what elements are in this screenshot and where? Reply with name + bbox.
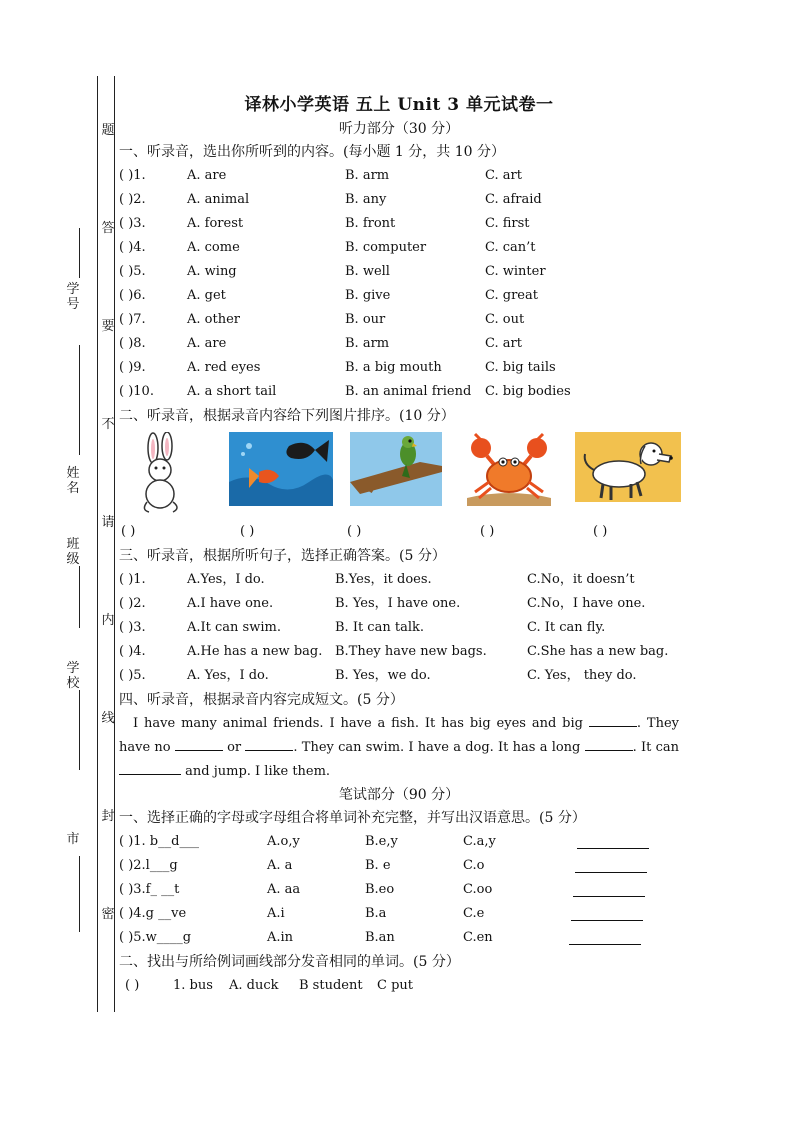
written-header: 笔试部分（90 分）	[338, 787, 460, 803]
passage-text: I have many animal friends. I have a fish. It has big eyes and big	[133, 716, 589, 731]
answer-paren[interactable]: ( )5.	[119, 668, 146, 683]
option-a[interactable]: A. forest	[187, 216, 244, 231]
seal-char: 不	[101, 417, 115, 432]
option-b[interactable]: B. a big mouth	[345, 360, 442, 375]
answer-paren[interactable]: ( )4.	[119, 240, 146, 255]
option-c[interactable]: C.No，it doesn’t	[527, 572, 635, 587]
question-row	[119, 640, 679, 664]
question-row	[119, 164, 679, 188]
page-title: 译林小学英语 五上 Unit 3 单元试卷一	[244, 95, 554, 115]
option-b[interactable]: B student	[299, 978, 363, 993]
option-b[interactable]: B. our	[345, 312, 386, 327]
option-c[interactable]: C. can’t	[485, 240, 536, 255]
part1-heading: 一、听录音，选出你所听到的内容。(每小题 1 分，共 10 分）	[119, 144, 505, 160]
answer-paren[interactable]: ( )2.	[119, 192, 146, 207]
option-a[interactable]: A.It can swim.	[187, 620, 281, 635]
passage-text: . It can	[632, 740, 680, 755]
school-field[interactable]	[79, 690, 80, 770]
class-label: 班级	[66, 537, 80, 567]
meaning-blank[interactable]	[571, 906, 643, 921]
answer-paren[interactable]: ( )4.	[119, 644, 146, 659]
seal-char: 内	[101, 613, 115, 628]
picture-answer-slot[interactable]: ( )	[593, 524, 608, 539]
option-c[interactable]: C.o	[463, 858, 485, 873]
option-c[interactable]: C. afraid	[485, 192, 542, 207]
blank-field[interactable]	[589, 712, 637, 727]
picture-answers	[119, 520, 679, 544]
blank-field[interactable]	[175, 736, 223, 751]
question-row	[119, 616, 679, 640]
name-field[interactable]	[79, 345, 80, 455]
option-b[interactable]: B. e	[365, 858, 391, 873]
question-row	[119, 380, 679, 404]
meaning-blank[interactable]	[569, 930, 641, 945]
option-b[interactable]: B. give	[345, 288, 391, 303]
answer-paren[interactable]: ( )3.	[119, 620, 146, 635]
option-c[interactable]: C. great	[485, 288, 538, 303]
option-a[interactable]: A. duck	[229, 978, 279, 993]
option-b[interactable]: B.e,y	[365, 834, 398, 849]
answer-paren[interactable]: ( )6.	[119, 288, 146, 303]
answer-paren[interactable]: ( )2.	[119, 596, 146, 611]
seal-char: 密	[101, 907, 115, 922]
passage-text: . They have no	[119, 716, 679, 755]
meaning-blank[interactable]	[573, 882, 645, 897]
binding-line-inner	[114, 76, 115, 1012]
answer-paren[interactable]: ( )1. b__d___	[119, 834, 199, 849]
question-row	[119, 188, 679, 212]
crab-picture	[467, 432, 551, 506]
option-a[interactable]: A.I have one.	[187, 596, 274, 611]
seal-char: 封	[101, 809, 115, 824]
option-b[interactable]: B. any	[345, 192, 387, 207]
city-label: 市	[66, 832, 80, 847]
option-c[interactable]: C. big tails	[485, 360, 556, 375]
option-a[interactable]: A. get	[187, 288, 226, 303]
goldfish-picture	[229, 432, 333, 506]
question-row	[119, 592, 679, 616]
answer-paren[interactable]: ( )3.	[119, 216, 146, 231]
seal-char: 答	[101, 221, 115, 236]
binding-line-outer	[97, 76, 98, 1012]
option-b[interactable]: B. arm	[345, 336, 390, 351]
option-b[interactable]: B. It can talk.	[335, 620, 424, 635]
question-row	[119, 308, 679, 332]
option-c[interactable]: C.oo	[463, 882, 493, 897]
option-a[interactable]: A. come	[187, 240, 240, 255]
option-c[interactable]: C.No，I have one.	[527, 596, 646, 611]
option-c[interactable]: C. winter	[485, 264, 546, 279]
option-c[interactable]: C. art	[485, 336, 522, 351]
option-c[interactable]: C. out	[485, 312, 525, 327]
question-row	[119, 212, 679, 236]
listening-header: 听力部分（30 分）	[338, 121, 460, 137]
picture-answer-slot[interactable]: ( )	[240, 524, 255, 539]
passage-text: or	[222, 740, 246, 755]
question-row	[119, 664, 679, 688]
answer-paren[interactable]: ( )5.w____g	[119, 930, 192, 945]
option-c[interactable]: C.She has a new bag.	[527, 644, 669, 659]
part4-heading: 四、听录音，根据录音内容完成短文。(5 分）	[119, 692, 404, 708]
question-row	[119, 356, 679, 380]
option-b[interactable]: B. an animal friend	[345, 384, 472, 399]
meaning-blank[interactable]	[575, 858, 647, 873]
question-row	[119, 854, 679, 878]
answer-paren[interactable]: ( )3.f_ __t	[119, 882, 180, 897]
answer-paren[interactable]: ( )1.	[119, 572, 146, 587]
answer-paren[interactable]: ( )4.g __ve	[119, 906, 187, 921]
option-a[interactable]: A. Yes，I do.	[187, 668, 269, 683]
written1-heading: 一、选择正确的字母或字母组合将单词补充完整，并写出汉语意思。(5 分）	[119, 810, 586, 826]
question-row	[119, 926, 679, 950]
option-a[interactable]: A. animal	[187, 192, 250, 207]
option-c[interactable]: C. first	[485, 216, 530, 231]
option-c[interactable]: C.e	[463, 906, 485, 921]
option-b[interactable]: B. well	[345, 264, 390, 279]
option-a[interactable]: A.He has a new bag.	[187, 644, 323, 659]
meaning-blank[interactable]	[577, 834, 649, 849]
option-b[interactable]: B. computer	[345, 240, 427, 255]
answer-paren[interactable]: ( )7.	[119, 312, 146, 327]
answer-paren[interactable]: ( )1.	[119, 168, 146, 183]
school-label: 学校	[66, 661, 80, 691]
question-word: 1. bus	[173, 978, 213, 993]
picture-row	[119, 428, 679, 520]
answer-paren[interactable]: ( )9.	[119, 360, 146, 375]
passage-text: . They can swim. I have a dog. It has a long	[293, 740, 585, 755]
picture-answer-slot[interactable]: ( )	[121, 524, 136, 539]
option-c[interactable]: C. It can fly.	[527, 620, 606, 635]
seal-char: 请	[101, 515, 115, 530]
option-c[interactable]: C. Yes， they do.	[527, 668, 637, 683]
student-no-field[interactable]	[79, 228, 80, 278]
question-row	[119, 568, 679, 592]
option-a[interactable]: A. a	[267, 858, 293, 873]
option-c[interactable]: C.a,y	[463, 834, 496, 849]
part2-heading: 二、听录音，根据录音内容给下列图片排序。(10 分）	[119, 408, 455, 424]
option-a[interactable]: A. red eyes	[187, 360, 261, 375]
part3-heading: 三、听录音，根据所听句子，选择正确答案。(5 分）	[119, 548, 446, 564]
option-c[interactable]: C. big bodies	[485, 384, 571, 399]
answer-paren[interactable]: ( )5.	[119, 264, 146, 279]
answer-paren[interactable]: ( )	[125, 978, 140, 993]
seal-char: 线	[101, 711, 115, 726]
option-b[interactable]: B.eo	[365, 882, 395, 897]
answer-paren[interactable]: ( )10.	[119, 384, 154, 399]
question-row	[119, 974, 679, 998]
option-a[interactable]: A. are	[187, 336, 227, 351]
exam-content	[119, 92, 679, 998]
blank-field[interactable]	[245, 736, 293, 751]
option-a[interactable]: A.i	[267, 906, 285, 921]
blank-field[interactable]	[585, 736, 633, 751]
name-label: 姓名	[66, 466, 80, 496]
option-b[interactable]: B.Yes，it does.	[335, 572, 432, 587]
option-a[interactable]: A.Yes，I do.	[187, 572, 265, 587]
rabbit-picture	[133, 432, 189, 514]
option-b[interactable]: B. Yes，I have one.	[335, 596, 461, 611]
picture-answer-slot[interactable]: ( )	[480, 524, 495, 539]
option-b[interactable]: B.a	[365, 906, 387, 921]
question-row	[119, 878, 679, 902]
class-field[interactable]	[79, 566, 80, 628]
cloze-passage	[119, 712, 679, 784]
option-c[interactable]: C.en	[463, 930, 493, 945]
written2-heading: 二、找出与所给例词画线部分发音相同的单词。(5 分）	[119, 954, 460, 970]
picture-answer-slot[interactable]: ( )	[347, 524, 362, 539]
answer-paren[interactable]: ( )8.	[119, 336, 146, 351]
option-b[interactable]: B. front	[345, 216, 396, 231]
option-a[interactable]: A. are	[187, 168, 227, 183]
option-a[interactable]: A.in	[267, 930, 294, 945]
option-a[interactable]: A. aa	[267, 882, 301, 897]
option-a[interactable]: A. a short tail	[187, 384, 277, 399]
option-b[interactable]: B. Yes，we do.	[335, 668, 431, 683]
question-row	[119, 284, 679, 308]
question-row	[119, 830, 679, 854]
blank-field[interactable]	[119, 760, 181, 775]
question-row	[119, 332, 679, 356]
question-row	[119, 236, 679, 260]
option-b[interactable]: B.an	[365, 930, 395, 945]
seal-char: 题	[101, 123, 115, 138]
option-a[interactable]: A. other	[187, 312, 240, 327]
option-a[interactable]: A.o,y	[267, 834, 300, 849]
answer-paren[interactable]: ( )2.l___g	[119, 858, 178, 873]
dog-picture	[575, 432, 681, 502]
parrot-picture	[350, 432, 442, 506]
option-c[interactable]: C put	[377, 978, 413, 993]
student-no-label: 学号	[66, 282, 80, 312]
city-field[interactable]	[79, 856, 80, 932]
option-a[interactable]: A. wing	[187, 264, 237, 279]
option-b[interactable]: B.They have new bags.	[335, 644, 487, 659]
option-b[interactable]: B. arm	[345, 168, 390, 183]
question-row	[119, 902, 679, 926]
passage-text: and jump. I like them.	[181, 764, 331, 779]
question-row	[119, 260, 679, 284]
option-c[interactable]: C. art	[485, 168, 522, 183]
seal-char: 要	[101, 319, 115, 334]
